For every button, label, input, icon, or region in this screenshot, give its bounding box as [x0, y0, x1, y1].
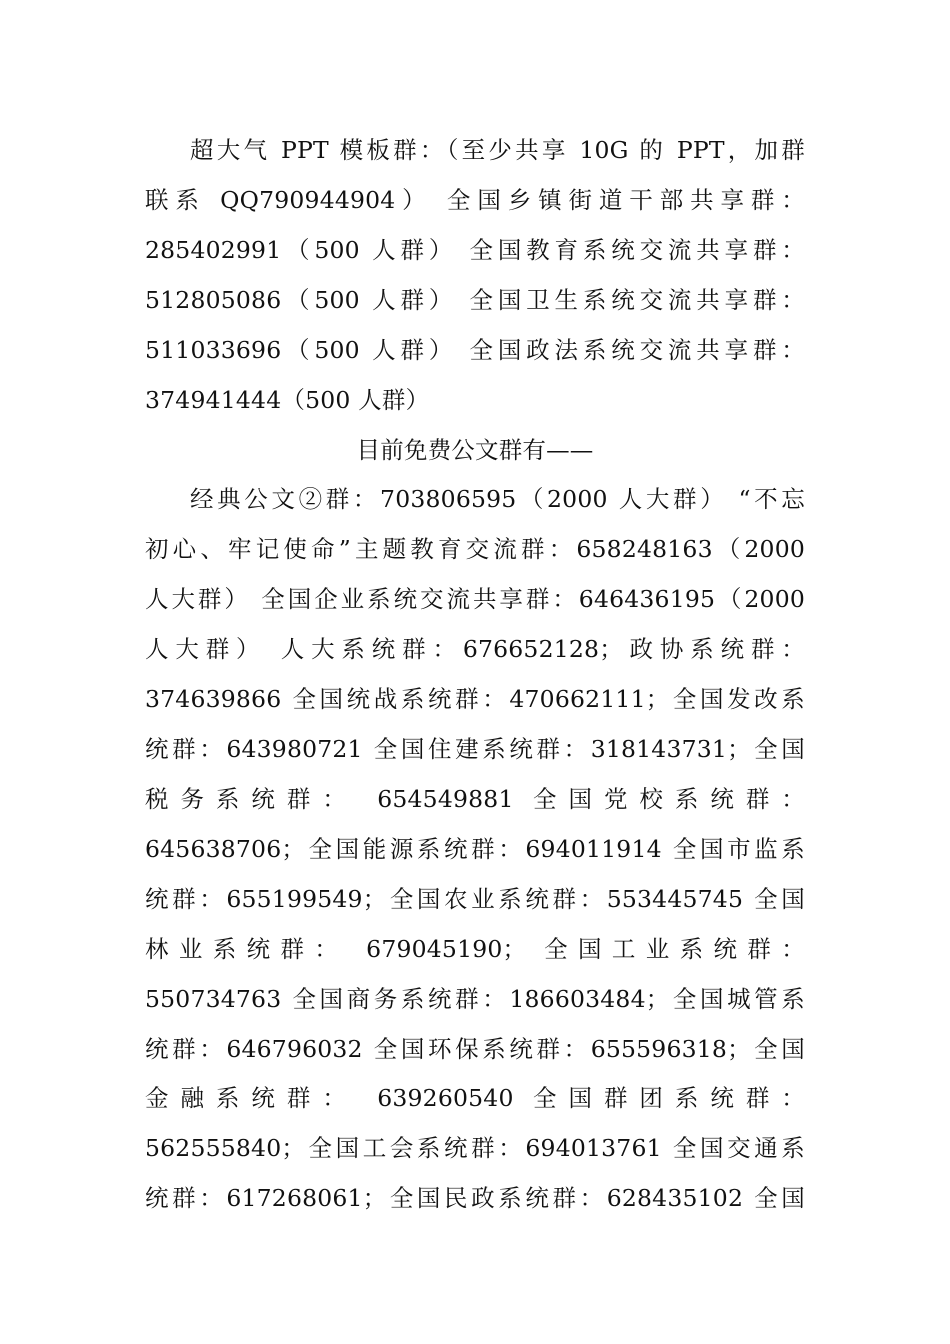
section-heading: 目前免费公文群有—— [356, 436, 594, 464]
paragraph-2-line-10: 林业系统群： 679045190； 全国工业系统群： [145, 935, 805, 963]
paragraph-1-line-4: 512805086（500 人群） 全国卫生系统交流共享群： [145, 286, 805, 314]
paragraph-2-line-11: 550734763 全国商务系统群：186603484；全国城管系 [145, 985, 805, 1013]
paragraph-2-line-6: 统群：643980721 全国住建系统群：318143731；全国 [145, 735, 805, 763]
paragraph-2-line-5: 374639866 全国统战系统群：470662111；全国发改系 [145, 685, 805, 713]
paragraph-2-line-7: 税务系统群： 654549881 全国党校系统群： [145, 785, 805, 813]
paragraph-1-line-2: 联系 QQ790944904） 全国乡镇街道干部共享群： [145, 186, 805, 214]
paragraph-2-line-9: 统群：655199549；全国农业系统群：553445745 全国 [145, 885, 805, 913]
paragraph-1-line-6: 374941444（500 人群） [145, 386, 430, 414]
paragraph-2-line-4: 人大群） 人大系统群：676652128；政协系统群： [145, 635, 805, 663]
paragraph-2-line-13: 金融系统群： 639260540 全国群团系统群： [145, 1084, 805, 1112]
paragraph-2-line-2: 初心、牢记使命”主题教育交流群：658248163（2000 [145, 535, 805, 563]
paragraph-2-line-15: 统群：617268061；全国民政系统群：628435102 全国 [145, 1184, 805, 1212]
paragraph-1-line-5: 511033696（500 人群） 全国政法系统交流共享群： [145, 336, 805, 364]
paragraph-1-line-3: 285402991（500 人群） 全国教育系统交流共享群： [145, 236, 805, 264]
paragraph-2-line-8: 645638706；全国能源系统群：694011914 全国市监系 [145, 835, 805, 863]
paragraph-1-line-1: 超大气 PPT 模板群：（至少共享 10G 的 PPT，加群 [190, 136, 805, 164]
paragraph-2-line-1: 经典公文②群：703806595（2000 人大群） “不忘 [190, 485, 805, 513]
paragraph-2-line-12: 统群：646796032 全国环保系统群：655596318；全国 [145, 1035, 805, 1063]
paragraph-2-line-3: 人大群） 全国企业系统交流共享群：646436195（2000 [145, 585, 805, 613]
paragraph-2-line-14: 562555840；全国工会系统群：694013761 全国交通系 [145, 1134, 805, 1162]
